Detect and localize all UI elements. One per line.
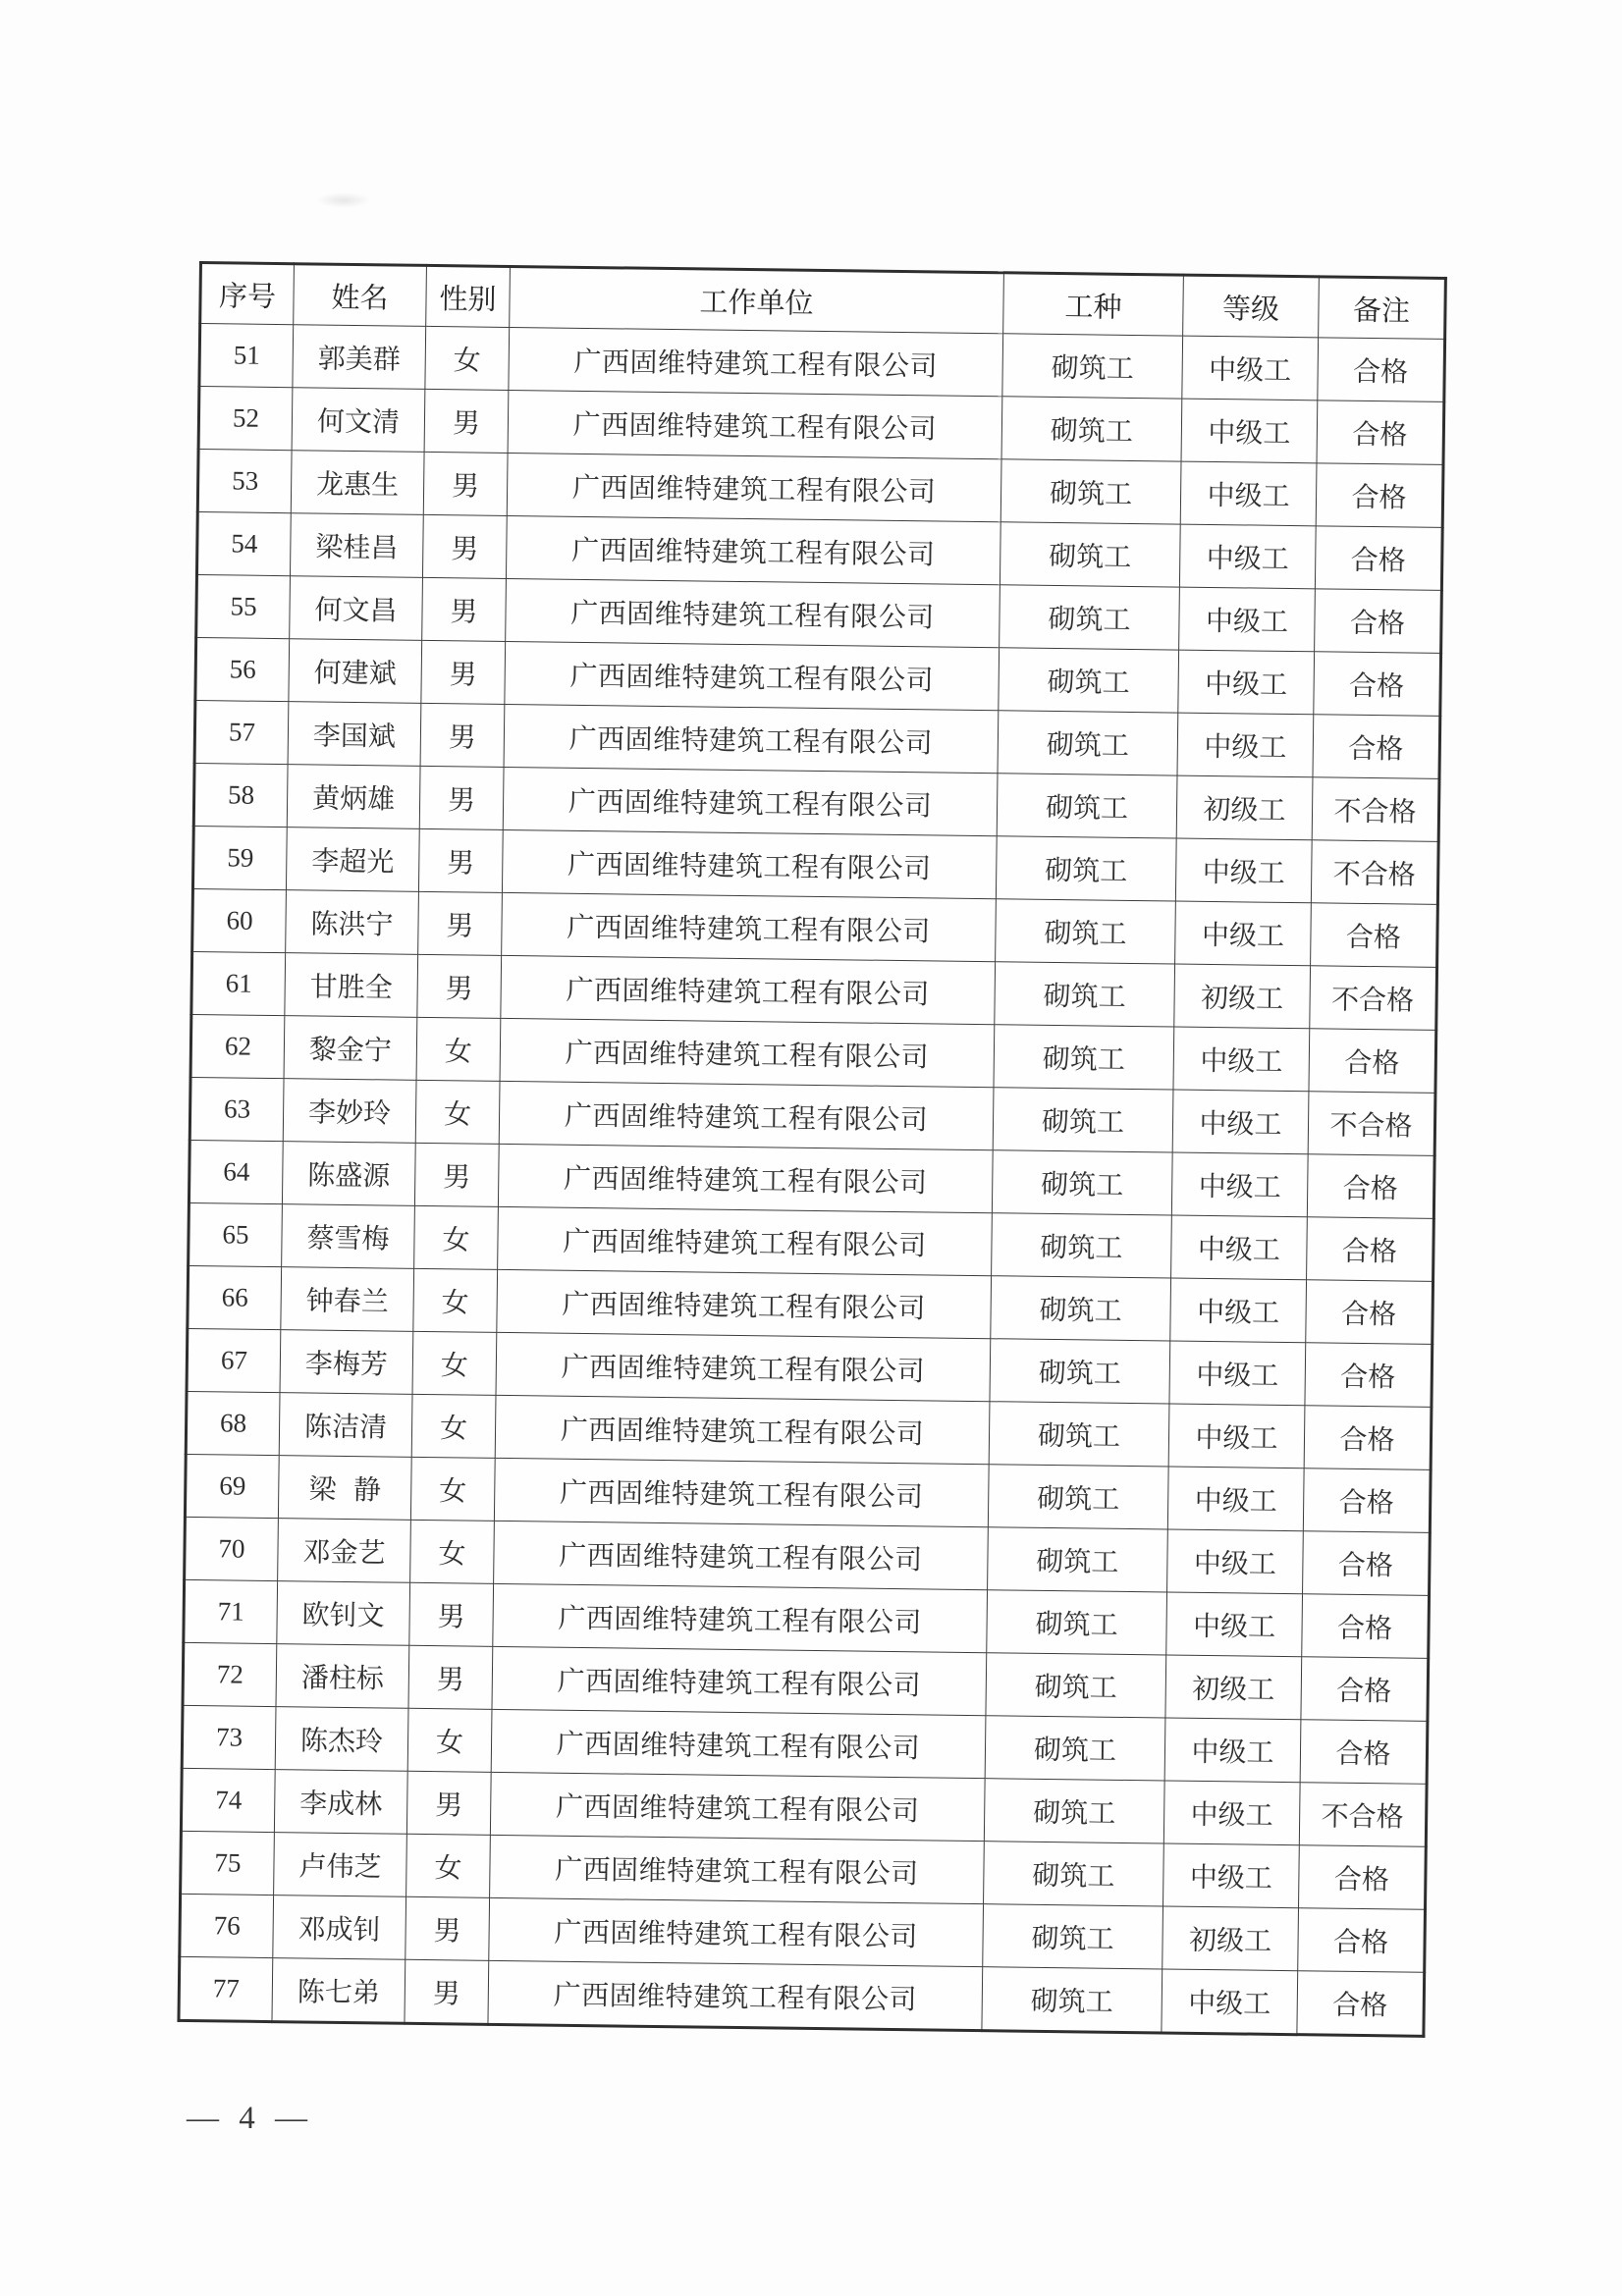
cell-work-unit: 广西固维特建筑工程有限公司 — [504, 704, 999, 773]
cell-work-unit: 广西固维特建筑工程有限公司 — [493, 1583, 988, 1652]
cell-work-unit: 广西固维特建筑工程有限公司 — [503, 767, 998, 835]
cell-work-unit: 广西固维特建筑工程有限公司 — [502, 829, 997, 898]
cell-name: 欧钊文 — [277, 1581, 410, 1646]
cell-work-unit: 广西固维特建筑工程有限公司 — [499, 1081, 994, 1149]
cell-job-type: 砌筑工 — [1000, 459, 1181, 524]
cell-grade: 中级工 — [1163, 1781, 1300, 1845]
cell-name: 梁静 — [278, 1456, 411, 1521]
cell-job-type: 砌筑工 — [984, 1842, 1164, 1906]
cell-grade: 初级工 — [1165, 1655, 1302, 1720]
cell-index: 64 — [189, 1140, 283, 1203]
cell-remark: 合格 — [1305, 1343, 1433, 1408]
cell-index: 63 — [189, 1077, 284, 1141]
cell-remark: 不合格 — [1312, 777, 1439, 842]
cell-name: 陈杰玲 — [275, 1707, 408, 1772]
cell-index: 73 — [182, 1705, 276, 1769]
cell-job-type: 砌筑工 — [999, 648, 1179, 713]
scan-smudge-artifact — [316, 192, 371, 208]
cell-work-unit: 广西固维特建筑工程有限公司 — [509, 327, 1003, 396]
cell-remark: 不合格 — [1299, 1783, 1427, 1847]
cell-gender: 男 — [422, 577, 507, 641]
cell-name: 李梅芳 — [280, 1330, 413, 1395]
cell-grade: 初级工 — [1176, 775, 1313, 840]
cell-work-unit: 广西固维特建筑工程有限公司 — [498, 1206, 993, 1275]
cell-name: 邓成钊 — [273, 1896, 406, 1960]
cell-work-unit: 广西固维特建筑工程有限公司 — [508, 390, 1002, 458]
cell-work-unit: 广西固维特建筑工程有限公司 — [492, 1646, 987, 1715]
cell-work-unit: 广西固维特建筑工程有限公司 — [502, 892, 997, 961]
cell-name: 何文昌 — [290, 576, 423, 641]
column-header-work-unit: 工作单位 — [510, 266, 1004, 333]
cell-job-type: 砌筑工 — [992, 1213, 1172, 1278]
cell-gender: 男 — [409, 1582, 494, 1646]
cell-gender: 女 — [414, 1205, 499, 1269]
cell-job-type: 砌筑工 — [996, 899, 1176, 964]
cell-remark: 合格 — [1301, 1657, 1429, 1722]
column-header-grade: 等级 — [1183, 275, 1320, 338]
cell-name: 李国斌 — [288, 702, 421, 767]
cell-index: 71 — [184, 1579, 278, 1643]
cell-name: 李妙玲 — [283, 1079, 416, 1144]
cell-grade: 中级工 — [1180, 461, 1317, 526]
cell-job-type: 砌筑工 — [983, 1904, 1163, 1969]
cell-remark: 合格 — [1306, 1280, 1433, 1345]
cell-remark: 不合格 — [1308, 1092, 1435, 1156]
cell-name: 陈七弟 — [272, 1958, 406, 2024]
cell-gender: 男 — [423, 452, 508, 515]
cell-name: 郭美群 — [293, 325, 426, 390]
cell-gender: 男 — [418, 891, 503, 955]
cell-job-type: 砌筑工 — [989, 1402, 1169, 1467]
cell-job-type: 砌筑工 — [1000, 522, 1180, 587]
cell-remark: 合格 — [1315, 589, 1442, 654]
cell-job-type: 砌筑工 — [985, 1716, 1165, 1781]
cell-gender: 男 — [420, 703, 505, 767]
cell-work-unit: 广西固维特建筑工程有限公司 — [489, 1897, 984, 1966]
cell-index: 62 — [190, 1014, 285, 1078]
cell-remark: 合格 — [1300, 1720, 1428, 1785]
cell-name: 黎金宁 — [284, 1016, 417, 1081]
cell-gender: 男 — [424, 389, 509, 453]
cell-gender: 女 — [410, 1520, 495, 1583]
cell-gender: 女 — [407, 1708, 492, 1772]
cell-job-type: 砌筑工 — [994, 1025, 1174, 1090]
cell-work-unit: 广西固维特建筑工程有限公司 — [500, 1018, 995, 1087]
cell-name: 李成林 — [274, 1770, 407, 1835]
column-header-name: 姓名 — [294, 264, 427, 327]
cell-work-unit: 广西固维特建筑工程有限公司 — [494, 1521, 989, 1589]
cell-job-type: 砌筑工 — [998, 711, 1178, 775]
cell-name: 龙惠生 — [291, 451, 424, 515]
cell-work-unit: 广西固维特建筑工程有限公司 — [488, 1960, 983, 2030]
cell-work-unit: 广西固维特建筑工程有限公司 — [498, 1144, 993, 1212]
cell-gender: 男 — [406, 1896, 490, 1960]
cell-remark: 合格 — [1311, 903, 1438, 968]
cell-grade: 中级工 — [1172, 1090, 1309, 1154]
cell-grade: 初级工 — [1162, 1906, 1299, 1971]
cell-index: 69 — [185, 1454, 279, 1518]
cell-grade: 中级工 — [1179, 524, 1316, 589]
cell-job-type: 砌筑工 — [1001, 397, 1182, 461]
column-header-gender: 性别 — [426, 265, 511, 327]
cell-grade: 中级工 — [1168, 1404, 1305, 1468]
cell-job-type: 砌筑工 — [1000, 585, 1180, 650]
cell-index: 53 — [197, 450, 292, 513]
results-table-wrap — [177, 261, 1446, 2038]
cell-grade: 中级工 — [1167, 1467, 1304, 1531]
cell-grade: 中级工 — [1167, 1529, 1304, 1594]
cell-index: 68 — [186, 1391, 280, 1455]
cell-remark: 合格 — [1309, 1029, 1436, 1094]
cell-index: 55 — [196, 574, 291, 638]
cell-grade: 中级工 — [1179, 587, 1316, 652]
cell-work-unit: 广西固维特建筑工程有限公司 — [506, 578, 1000, 647]
cell-index: 65 — [189, 1202, 283, 1266]
cell-remark: 合格 — [1303, 1531, 1431, 1596]
cell-work-unit: 广西固维特建筑工程有限公司 — [505, 641, 1000, 710]
cell-job-type: 砌筑工 — [986, 1653, 1166, 1718]
cell-index: 76 — [180, 1894, 274, 1957]
cell-gender: 女 — [412, 1331, 497, 1395]
cell-grade: 中级工 — [1163, 1843, 1300, 1908]
cell-job-type: 砌筑工 — [982, 1967, 1162, 2033]
cell-remark: 合格 — [1307, 1217, 1434, 1282]
cell-job-type: 砌筑工 — [997, 774, 1177, 838]
cell-name: 陈洁清 — [279, 1393, 412, 1458]
cell-job-type: 砌筑工 — [988, 1465, 1168, 1529]
cell-job-type: 砌筑工 — [995, 962, 1175, 1027]
cell-grade: 中级工 — [1162, 1969, 1298, 2035]
cell-remark: 合格 — [1315, 526, 1442, 591]
cell-remark: 合格 — [1298, 1908, 1426, 1973]
cell-grade: 中级工 — [1177, 713, 1314, 777]
cell-index: 74 — [181, 1768, 275, 1832]
cell-name: 蔡雪梅 — [282, 1204, 415, 1269]
cell-name: 陈洪宁 — [286, 890, 419, 955]
cell-gender: 女 — [425, 326, 510, 390]
cell-remark: 合格 — [1314, 652, 1441, 717]
cell-index: 57 — [194, 700, 289, 764]
cell-index: 70 — [185, 1517, 279, 1580]
cell-remark: 不合格 — [1311, 840, 1438, 905]
cell-job-type: 砌筑工 — [990, 1339, 1170, 1404]
cell-name: 潘柱标 — [276, 1644, 409, 1709]
cell-remark: 合格 — [1303, 1468, 1431, 1533]
cell-gender: 男 — [417, 954, 502, 1018]
cell-job-type: 砌筑工 — [993, 1088, 1173, 1152]
cell-gender: 男 — [406, 1771, 491, 1835]
cell-job-type: 砌筑工 — [984, 1779, 1164, 1843]
cell-index: 52 — [198, 387, 293, 451]
cell-name: 梁桂昌 — [290, 513, 423, 578]
cell-index: 51 — [199, 324, 294, 388]
cell-work-unit: 广西固维特建筑工程有限公司 — [490, 1772, 985, 1841]
cell-name: 甘胜全 — [285, 953, 418, 1018]
cell-index: 67 — [187, 1328, 281, 1392]
cell-index: 58 — [193, 763, 288, 827]
cell-grade: 中级工 — [1171, 1215, 1308, 1280]
cell-name: 邓金艺 — [278, 1519, 411, 1583]
cell-grade: 中级工 — [1178, 650, 1315, 715]
cell-remark: 合格 — [1318, 338, 1445, 402]
cell-grade: 初级工 — [1174, 964, 1311, 1029]
cell-work-unit: 广西固维特建筑工程有限公司 — [494, 1458, 989, 1526]
cell-gender: 女 — [413, 1268, 498, 1332]
column-header-index: 序号 — [200, 263, 295, 325]
cell-work-unit: 广西固维特建筑工程有限公司 — [490, 1835, 985, 1903]
cell-remark: 合格 — [1302, 1594, 1430, 1659]
cell-work-unit: 广西固维特建筑工程有限公司 — [496, 1332, 991, 1401]
cell-job-type: 砌筑工 — [996, 836, 1176, 901]
cell-grade: 中级工 — [1170, 1278, 1307, 1343]
cell-gender: 女 — [415, 1080, 500, 1144]
cell-grade: 中级工 — [1181, 399, 1318, 463]
cell-name: 何文清 — [292, 388, 425, 453]
cell-gender: 男 — [405, 1959, 489, 2024]
cell-grade: 中级工 — [1164, 1718, 1301, 1783]
cell-remark: 合格 — [1313, 715, 1440, 779]
cell-remark: 合格 — [1299, 1845, 1427, 1910]
cell-job-type: 砌筑工 — [991, 1276, 1171, 1341]
cell-gender: 女 — [410, 1457, 495, 1521]
cell-gender: 女 — [406, 1834, 491, 1897]
cell-work-unit: 广西固维特建筑工程有限公司 — [506, 515, 1000, 584]
column-header-remark: 备注 — [1319, 277, 1446, 340]
cell-job-type: 砌筑工 — [987, 1590, 1167, 1655]
cell-grade: 中级工 — [1175, 838, 1312, 903]
cell-work-unit: 广西固维特建筑工程有限公司 — [495, 1395, 990, 1464]
cell-work-unit: 广西固维特建筑工程有限公司 — [491, 1709, 986, 1778]
cell-work-unit: 广西固维特建筑工程有限公司 — [507, 453, 1001, 521]
cell-grade: 中级工 — [1175, 901, 1312, 966]
cell-index: 61 — [191, 951, 286, 1015]
certification-results-table — [177, 261, 1446, 2038]
cell-gender: 男 — [414, 1143, 499, 1206]
cell-grade: 中级工 — [1169, 1341, 1306, 1406]
cell-remark: 合格 — [1304, 1406, 1432, 1470]
cell-job-type: 砌筑工 — [988, 1527, 1168, 1592]
cell-remark: 合格 — [1307, 1154, 1434, 1219]
cell-gender: 女 — [416, 1017, 501, 1081]
cell-gender: 女 — [411, 1394, 496, 1458]
cell-work-unit: 广西固维特建筑工程有限公司 — [497, 1269, 992, 1338]
table-body — [179, 324, 1445, 2037]
cell-name: 陈盛源 — [282, 1142, 415, 1206]
cell-name: 李超光 — [286, 828, 419, 892]
cell-remark: 合格 — [1317, 400, 1444, 465]
cell-index: 56 — [195, 637, 290, 701]
column-header-job-type: 工种 — [1003, 273, 1184, 336]
page-number: — 4 — — [187, 2101, 313, 2136]
cell-gender: 男 — [408, 1645, 493, 1709]
cell-name: 何建斌 — [289, 639, 422, 704]
cell-grade: 中级工 — [1182, 336, 1319, 400]
cell-name: 卢伟芝 — [274, 1833, 407, 1897]
cell-index: 66 — [188, 1265, 282, 1329]
cell-grade: 中级工 — [1171, 1152, 1308, 1217]
cell-gender: 男 — [419, 766, 504, 829]
cell-gender: 男 — [421, 640, 506, 704]
cell-index: 60 — [192, 888, 287, 952]
cell-name: 钟春兰 — [281, 1267, 414, 1332]
cell-remark: 不合格 — [1310, 966, 1437, 1031]
cell-remark: 合格 — [1297, 1971, 1425, 2037]
cell-index: 75 — [181, 1831, 275, 1895]
cell-index: 77 — [179, 1956, 273, 2021]
cell-job-type: 砌筑工 — [1002, 334, 1183, 399]
cell-grade: 中级工 — [1166, 1592, 1303, 1657]
cell-name: 黄炳雄 — [287, 765, 420, 829]
cell-job-type: 砌筑工 — [992, 1150, 1172, 1215]
cell-gender: 男 — [418, 828, 503, 892]
cell-work-unit: 广西固维特建筑工程有限公司 — [501, 955, 996, 1024]
cell-index: 72 — [183, 1642, 277, 1706]
cell-index: 59 — [192, 826, 287, 889]
cell-grade: 中级工 — [1173, 1027, 1310, 1092]
cell-index: 54 — [196, 511, 291, 575]
cell-remark: 合格 — [1316, 463, 1443, 528]
cell-gender: 男 — [422, 514, 507, 578]
